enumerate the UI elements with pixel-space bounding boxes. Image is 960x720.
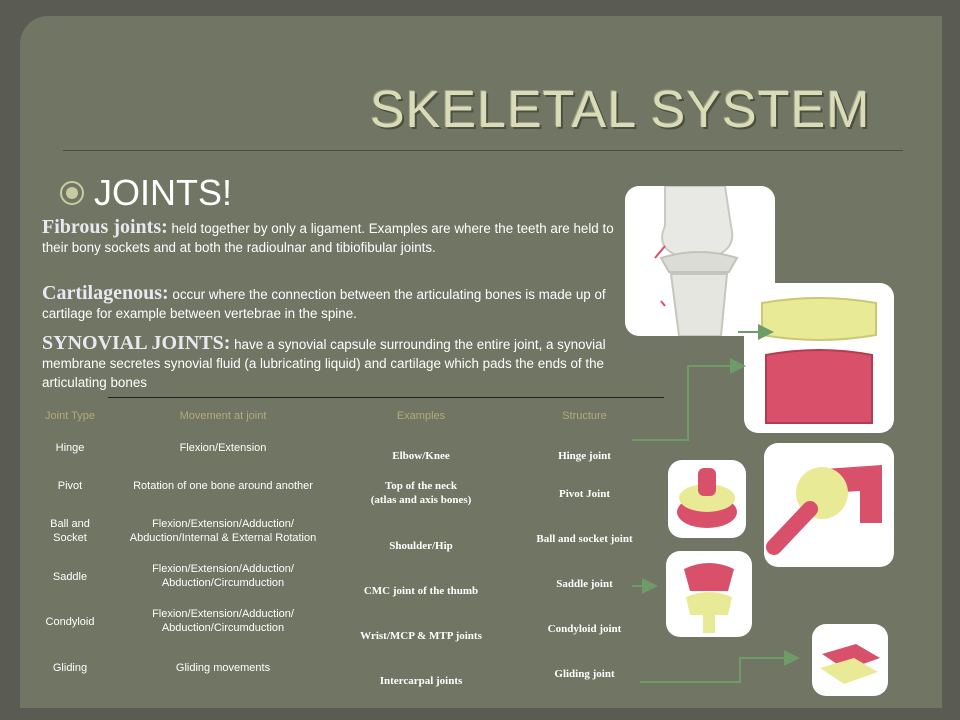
cell-examples: Shoulder/Hip (389, 540, 453, 552)
table-divider (108, 397, 664, 398)
hinge-joint-image (744, 283, 894, 433)
cell-examples: Elbow/Knee (392, 450, 450, 462)
cell-examples: CMC joint of the thumb (363, 585, 479, 597)
fibrous-heading: Fibrous joints: (42, 216, 168, 238)
cell-structure: Condyloid joint (547, 623, 622, 635)
cell-structure: Saddle joint (556, 578, 613, 590)
ball-socket-joint-image (764, 443, 894, 567)
fibrous-text: held together by only a ligament. Examples are where the teeth are held to their bony sockets and at both the radioulnar and tibiofibular joints. (42, 221, 614, 255)
cell-examples: Intercarpal joints (379, 675, 463, 687)
table-header: Examples (396, 410, 446, 422)
cell-movement: Flexion/Extension/Adduction/ Abduction/Circumduction (152, 563, 294, 589)
cell-movement: Flexion/Extension (179, 442, 267, 454)
cell-joint-type: Gliding (52, 662, 88, 674)
cell-joint-type: Hinge (55, 442, 85, 454)
cell-joint-type: Saddle (52, 571, 88, 583)
cartilagenous-paragraph (42, 284, 622, 323)
table-header: Movement at joint (179, 410, 267, 422)
cell-structure: Hinge joint (558, 450, 611, 462)
cell-movement: Rotation of one bone around another (133, 480, 313, 492)
synovial-text: have a synovial capsule surrounding the entire joint, a synovial membrane secretes synovial fluid (a lubricating liquid) and cartilage which pads the ends of the articulating bones (42, 337, 606, 390)
pivot-joint-image (668, 460, 746, 538)
cell-joint-type: Condyloid (45, 616, 95, 628)
table-header: Structure (562, 410, 607, 422)
cell-movement: Flexion/Extension/Adduction/ Abduction/Internal & External Rotation (129, 518, 317, 544)
cell-examples: Wrist/MCP & MTP joints (360, 630, 482, 642)
synovial-heading: SYNOVIAL JOINTS: (42, 332, 231, 354)
synovial-paragraph (42, 334, 622, 392)
bullet-ring-icon (60, 181, 84, 205)
cell-structure: Ball and socket joint (536, 533, 633, 545)
cell-joint-type: Pivot (57, 480, 83, 492)
table-header: Joint Type (45, 410, 95, 422)
cell-structure: Gliding joint (554, 668, 615, 680)
cartilagenous-heading: Cartilagenous: (42, 282, 169, 304)
saddle-joint-image (666, 551, 752, 637)
slide-title: SKELETAL SYSTEM (370, 81, 871, 139)
gliding-joint-image (812, 624, 888, 696)
cell-movement: Gliding movements (175, 662, 271, 674)
cell-structure: Pivot Joint (558, 488, 611, 500)
cell-examples: Top of the neck (atlas and axis bones) (370, 480, 472, 506)
cartilagenous-text: occur where the connection between the articulating bones is made up of cartilage for example between vertebrae in the spine. (42, 287, 606, 321)
bullet-text: JOINTS! (94, 172, 233, 213)
fibrous-paragraph (42, 218, 622, 257)
title-divider (63, 150, 903, 151)
cell-joint-type: Ball and Socket (50, 518, 90, 544)
cell-movement: Flexion/Extension/Adduction/ Abduction/Circumduction (152, 608, 294, 634)
bullet-joints (60, 172, 232, 214)
